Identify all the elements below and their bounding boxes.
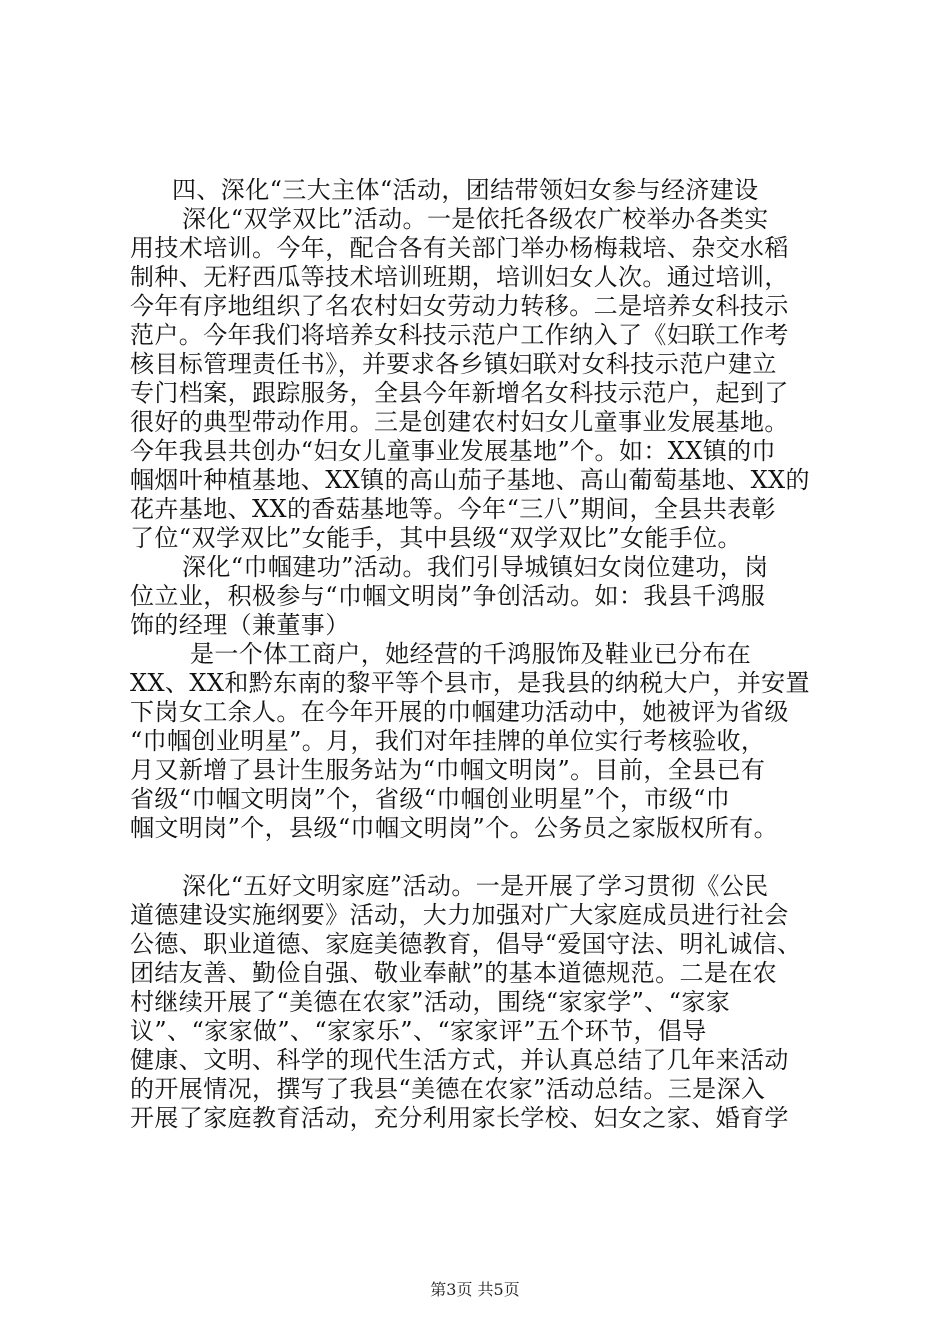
- paragraph-line: 开展了家庭教育活动，充分利用家长学校、妇女之家、婚育学: [130, 1104, 789, 1132]
- paragraph-line: 饰的经理（兼董事）: [130, 611, 350, 639]
- paragraph-line: 健康、文明、科学的现代生活方式，并认真总结了几年来活动: [130, 1046, 789, 1074]
- paragraph-line: 深化“巾帼建功”活动。我们引导城镇妇女岗位建功，岗: [182, 553, 769, 581]
- paragraph-line: 月又新增了县计生服务站为“巾帼文明岗”。目前，全县已有: [130, 756, 766, 784]
- paragraph-line: 花卉基地、XX的香菇基地等。今年“三八”期间，全县共表彰: [130, 495, 776, 523]
- paragraph-line: 议”、“家家做”、“家家乐”、“家家评”五个环节，倡导: [130, 1017, 707, 1045]
- paragraph-line: 制种、无籽西瓜等技术培训班期，培训妇女人次。通过培训，: [130, 263, 789, 291]
- paragraph-line: 的开展情况，撰写了我县“美德在农家”活动总结。三是深入: [130, 1075, 766, 1103]
- paragraph-line: 是一个体工商户，她经营的千鸿服饰及鞋业已分布在: [190, 640, 752, 668]
- paragraph-line: 村继续开展了“美德在农家”活动，围绕“家家学”、“家家: [130, 988, 731, 1016]
- paragraph-line: 深化“五好文明家庭”活动。一是开展了学习贯彻《公民: [182, 872, 769, 900]
- blank-line: [130, 843, 838, 872]
- paragraph-line: 了位“双学双比”女能手，其中县级“双学双比”女能手位。: [130, 524, 742, 552]
- paragraph-line: 今年我县共创办“妇女儿童事业发展基地”个。如：XX镇的巾: [130, 437, 776, 465]
- paragraph-line: 位立业，积极参与“巾帼文明岗”争创活动。如：我县千鸿服: [130, 582, 766, 610]
- page-number-footer: 第3页 共5页: [430, 1280, 520, 1299]
- paragraph-line: 深化“双学双比”活动。一是依托各级农广校举办各类实: [182, 205, 769, 233]
- paragraph-line: 公德、职业道德、家庭美德教育，倡导“爱国守法、明礼诚信、: [130, 930, 802, 958]
- paragraph-line: 范户。今年我们将培养女科技示范户工作纳入了《妇联工作考: [130, 321, 789, 349]
- paragraph-line: 下岗女工余人。在今年开展的巾帼建功活动中，她被评为省级: [130, 698, 789, 726]
- paragraph-line: 专门档案，跟踪服务，全县今年新增名女科技示范户，起到了: [130, 379, 789, 407]
- paragraph-line: 用技术培训。今年，配合各有关部门举办杨梅栽培、杂交水稻: [130, 234, 789, 262]
- paragraph-line: 帼文明岗”个，县级“巾帼文明岗”个。公务员之家版权所有。: [130, 814, 779, 842]
- paragraph-line: 省级“巾帼文明岗”个，省级“巾帼创业明星”个，市级“巾: [130, 785, 731, 813]
- section-heading: 四、深化“三大主体“活动，团结带领妇女参与经济建设: [172, 176, 759, 204]
- paragraph-line: 今年有序地组织了名农村妇女劳动力转移。二是培养女科技示: [130, 292, 789, 320]
- paragraph-line: 团结友善、勤俭自强、敬业奉献”的基本道德规范。二是在农: [130, 959, 778, 987]
- paragraph-line: “巾帼创业明星”。月，我们对年挂牌的单位实行考核验收，: [130, 727, 766, 755]
- document-body: [130, 176, 838, 1133]
- paragraph-line: 核目标管理责任书》，并要求各乡镇妇联对女科技示范户建立: [130, 350, 777, 378]
- paragraph-line: 很好的典型带动作用。三是创建农村妇女儿童事业发展基地。: [130, 408, 789, 436]
- paragraph-line: 道德建设实施纲要》活动，大力加强对广大家庭成员进行社会: [130, 901, 789, 929]
- paragraph-line: XX、XX和黔东南的黎平等个县市，是我县的纳税大户，并安置: [130, 669, 810, 697]
- paragraph-line: 帼烟叶种植基地、XX镇的高山茄子基地、高山葡萄基地、XX的: [130, 466, 810, 494]
